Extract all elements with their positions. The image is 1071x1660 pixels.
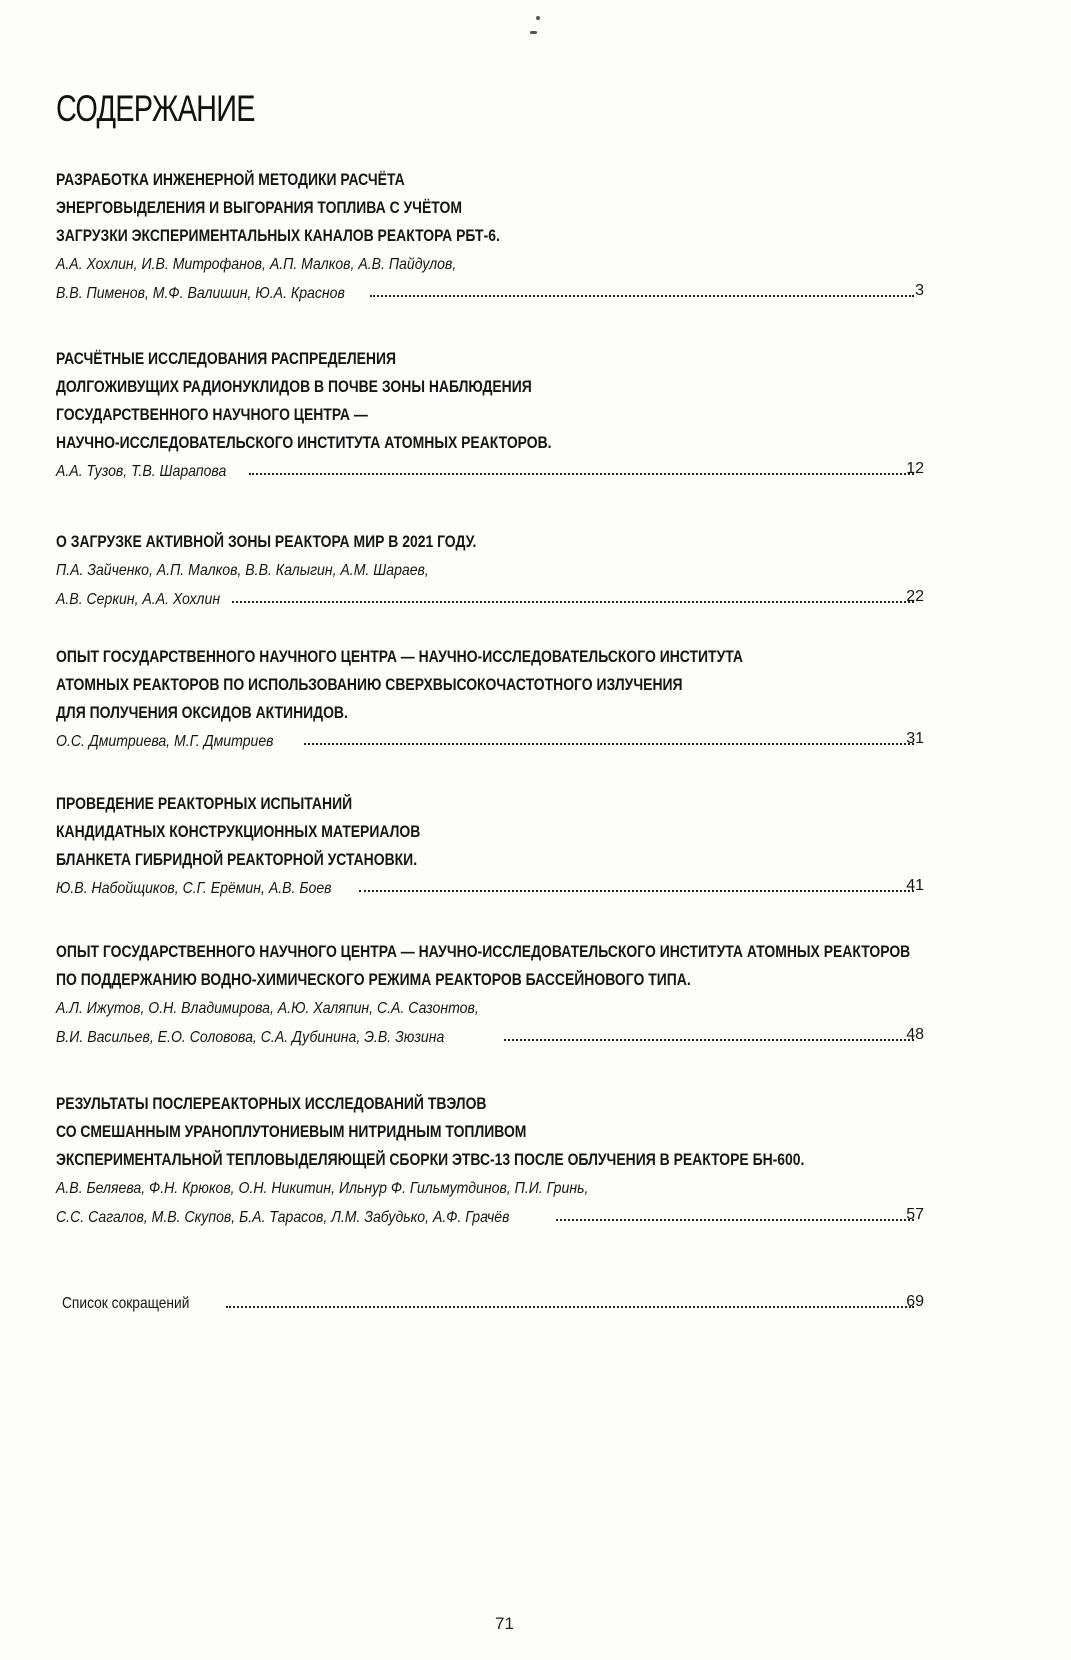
- toc-entry: [56, 790, 996, 903]
- dot-leader: [359, 890, 914, 892]
- toc-entry: [56, 938, 996, 1052]
- dot-leader: [304, 743, 914, 745]
- entry-authors-line: А.В. Серкин, А.А. Хохлин: [56, 590, 221, 608]
- toc-entry-abbreviations: [56, 1290, 996, 1319]
- entry-page-number: 22: [906, 588, 924, 605]
- entry-title-line: О ЗАГРУЗКЕ АКТИВНОЙ ЗОНЫ РЕАКТОРА МИР В 2021 ГОДУ.: [56, 532, 477, 551]
- entry-authors-line: В.И. Васильев, Е.О. Соловова, С.А. Дубинина, Э.В. Зюзина: [56, 1028, 445, 1046]
- toc-entry: [56, 166, 996, 308]
- dot-leader: [232, 601, 914, 603]
- abbreviations-label: Список сокращений: [62, 1295, 190, 1312]
- entry-authors-line: О.С. Дмитриева, М.Г. Дмитриев: [56, 732, 274, 750]
- entry-leader-line: [56, 1290, 996, 1319]
- entry-authors-line: С.С. Сагалов, М.В. Скупов, Б.А. Тарасов, Л.М. Забудько, А.Ф. Грачёв: [56, 1208, 510, 1226]
- entry-title-line: БЛАНКЕТА ГИБРИДНОЙ РЕАКТОРНОЙ УСТАНОВКИ.: [56, 850, 418, 869]
- entry-leader-line: [56, 585, 996, 614]
- entry-title-line: ОПЫТ ГОСУДАРСТВЕННОГО НАУЧНОГО ЦЕНТРА — НАУЧНО-ИССЛЕДОВАТЕЛЬСКОГО ИНСТИТУТА АТОМНЫХ РЕАКТОРОВ: [56, 942, 911, 961]
- entry-title-line: ПО ПОДДЕРЖАНИЮ ВОДНО-ХИМИЧЕСКОГО РЕЖИМА РЕАКТОРОВ БАССЕЙНОВОГО ТИПА.: [56, 970, 691, 989]
- entry-leader-line: [56, 874, 996, 903]
- entry-title-line: ПРОВЕДЕНИЕ РЕАКТОРНЫХ ИСПЫТАНИЙ: [56, 794, 353, 813]
- entry-authors-line: А.А. Хохлин, И.В. Митрофанов, А.П. Малков, А.В. Пайдулов,: [56, 256, 457, 273]
- dot-leader: [226, 1306, 914, 1308]
- entry-leader-line: [56, 1203, 996, 1232]
- entry-leader-line: [56, 457, 996, 486]
- page-title: СОДЕРЖАНИЕ: [56, 88, 255, 129]
- dot-leader: [370, 295, 914, 297]
- toc-entry: [56, 643, 996, 756]
- toc-entry: [56, 345, 996, 486]
- entry-title-line: РЕЗУЛЬТАТЫ ПОСЛЕРЕАКТОРНЫХ ИССЛЕДОВАНИЙ ТВЭЛОВ: [56, 1094, 487, 1113]
- toc-entry: [56, 528, 996, 614]
- entry-title-line: РАЗРАБОТКА ИНЖЕНЕРНОЙ МЕТОДИКИ РАСЧЁТА: [56, 170, 405, 189]
- entry-authors-line: В.В. Пименов, М.Ф. Валишин, Ю.А. Краснов: [56, 284, 345, 302]
- entry-page-number: 31: [906, 730, 924, 747]
- dot-leader: [504, 1039, 914, 1041]
- toc-entry: [56, 1090, 996, 1232]
- entry-authors-line: А.Л. Ижутов, О.Н. Владимирова, А.Ю. Халяпин, С.А. Сазонтов,: [56, 1000, 479, 1017]
- entry-leader-line: [56, 1023, 996, 1052]
- abbreviations-page-number: 69: [906, 1293, 924, 1310]
- print-speck: [536, 16, 540, 20]
- entry-title-line: ОПЫТ ГОСУДАРСТВЕННОГО НАУЧНОГО ЦЕНТРА — НАУЧНО-ИССЛЕДОВАТЕЛЬСКОГО ИНСТИТУТА: [56, 647, 743, 666]
- print-speck: [530, 31, 537, 34]
- entry-authors-line: Ю.В. Набойщиков, С.Г. Ерёмин, А.В. Боев: [56, 879, 332, 897]
- entry-title-line: КАНДИДАТНЫХ КОНСТРУКЦИОННЫХ МАТЕРИАЛОВ: [56, 822, 421, 841]
- entry-title-line: ЗАГРУЗКИ ЭКСПЕРИМЕНТАЛЬНЫХ КАНАЛОВ РЕАКТОРА РБТ-6.: [56, 226, 500, 245]
- dot-leader: [249, 473, 914, 475]
- entry-title-line: ЭКСПЕРИМЕНТАЛЬНОЙ ТЕПЛОВЫДЕЛЯЮЩЕЙ СБОРКИ ЭТВС-13 ПОСЛЕ ОБЛУЧЕНИЯ В РЕАКТОРЕ БН-600.: [56, 1150, 805, 1169]
- entry-title-line: СО СМЕШАННЫМ УРАНОПЛУТОНИЕВЫМ НИТРИДНЫМ ТОПЛИВОМ: [56, 1122, 527, 1141]
- entry-title-line: ЭНЕРГОВЫДЕЛЕНИЯ И ВЫГОРАНИЯ ТОПЛИВА С УЧЁТОМ: [56, 198, 462, 217]
- entry-page-number: 41: [906, 877, 924, 894]
- entry-authors-line: П.А. Зайченко, А.П. Малков, В.В. Калыгин, А.М. Шараев,: [56, 562, 429, 579]
- entry-title-line: НАУЧНО-ИССЛЕДОВАТЕЛЬСКОГО ИНСТИТУТА АТОМНЫХ РЕАКТОРОВ.: [56, 433, 552, 452]
- entry-leader-line: [56, 727, 996, 756]
- entry-authors-line: А.В. Беляева, Ф.Н. Крюков, О.Н. Никитин, Ильнур Ф. Гильмутдинов, П.И. Гринь,: [56, 1180, 589, 1197]
- entry-title-line: ГОСУДАРСТВЕННОГО НАУЧНОГО ЦЕНТРА —: [56, 405, 368, 424]
- entry-page-number: 12: [906, 460, 924, 477]
- entry-title-line: АТОМНЫХ РЕАКТОРОВ ПО ИСПОЛЬЗОВАНИЮ СВЕРХВЫСОКОЧАСТОТНОГО ИЗЛУЧЕНИЯ: [56, 675, 683, 694]
- entry-leader-line: [56, 279, 996, 308]
- entry-page-number: 48: [906, 1026, 924, 1043]
- dot-leader: [556, 1219, 914, 1221]
- entry-title-line: ДЛЯ ПОЛУЧЕНИЯ ОКСИДОВ АКТИНИДОВ.: [56, 703, 348, 722]
- entry-page-number: 3: [915, 282, 924, 299]
- entry-title-line: ДОЛГОЖИВУЩИХ РАДИОНУКЛИДОВ В ПОЧВЕ ЗОНЫ НАБЛЮДЕНИЯ: [56, 377, 532, 396]
- footer-page-number: 71: [495, 1614, 514, 1633]
- entry-page-number: 57: [906, 1206, 924, 1223]
- entry-authors-line: А.А. Тузов, Т.В. Шарапова: [56, 462, 227, 480]
- entry-title-line: РАСЧЁТНЫЕ ИССЛЕДОВАНИЯ РАСПРЕДЕЛЕНИЯ: [56, 349, 397, 368]
